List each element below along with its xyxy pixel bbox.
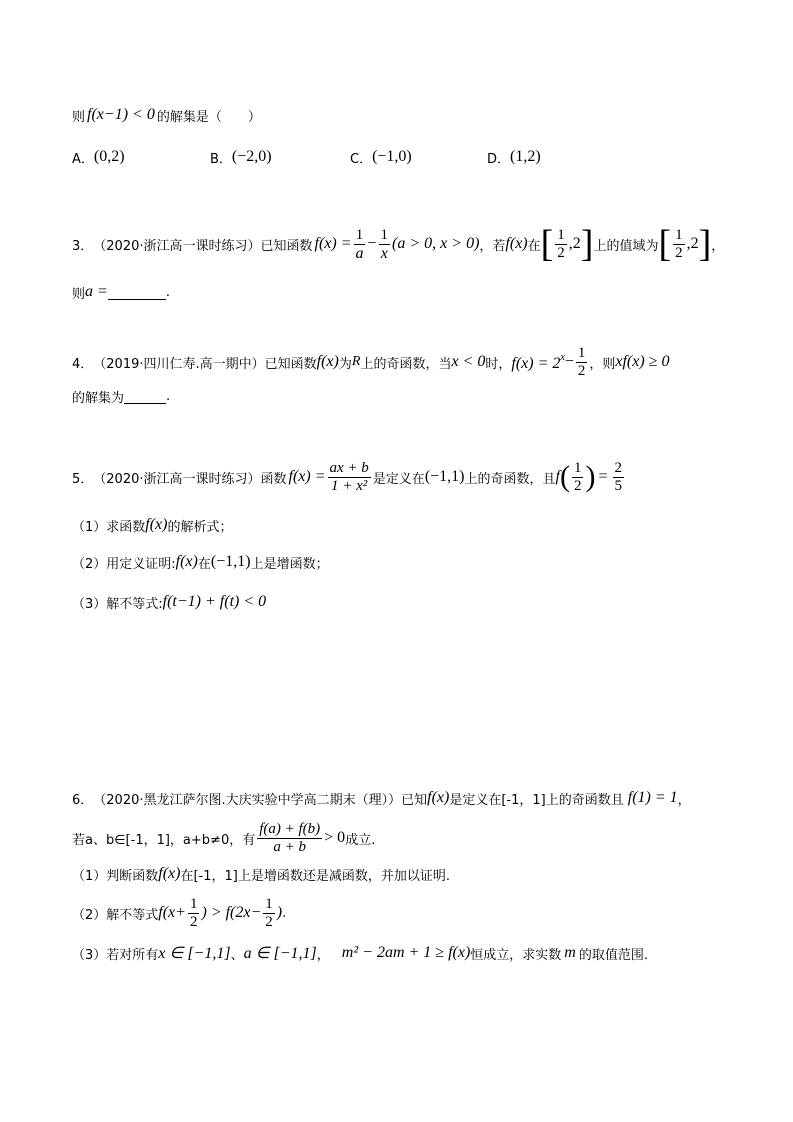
q2-suffix: 的解集是（ ） <box>156 109 261 125</box>
q4-definition: $f(x) = 2^x$ <box>511 351 565 372</box>
q3-answer-blank[interactable] <box>108 285 166 300</box>
q4-answer-line: 的解集为 . <box>72 388 171 406</box>
q3-fx: f(x) = <box>314 235 352 252</box>
q3-source: （2020·浙江高一课时练习） <box>93 238 261 254</box>
q3-range-half: $\frac{1}{2}$ <box>675 226 683 261</box>
q3-interval-half: $\frac{1}{2}$ <box>557 226 565 261</box>
q5-fraction: $\frac{ax + b}{\text{1 + x²}}$ <box>329 459 369 494</box>
q5-source: （2020·浙江高一课时练习） <box>93 471 261 487</box>
q6-condition-line: 若 a、b∈[-1，1]，a+b≠0，有 $\frac{f(a) + f(b)}{a + b}$ > 0 成立. <box>72 820 376 855</box>
q2-options <box>72 142 541 172</box>
q6-number: 6． <box>72 792 94 808</box>
q6-part-3: （3）若对所有 x ∈ [−1,1] 、 a ∈ [−1,1] ， m² − 2am + 1 ≥ f(x) 恒成立，求实数 m 的取值范围. <box>72 944 648 963</box>
q3-number: 3． <box>72 238 94 254</box>
q6-fraction: $\frac{f(a) + f(b)}{a + b}$ <box>259 820 321 855</box>
option-c[interactable]: C． (−1,0) <box>350 148 412 167</box>
option-a[interactable]: A． (0,2) <box>72 148 125 167</box>
q6-part-1: （1）判断函数 f(x) 在[-1，1]上是增函数还是减函数，并加以证明. <box>72 865 450 884</box>
q4-stem: 4． （2019·四川仁寿.高一期中） 已知函数 f(x) 为 R 上的奇函数，当 x < 0 时， $f(x) = 2^x$ − $\frac{1}{2}$ ，则 xf(x) ≥ 0 <box>72 344 670 379</box>
q6-source: （2020·黑龙江萨尔图.大庆实验中学高二期末（理）） <box>93 792 402 808</box>
q3-frac-1-a: $\frac{1}{a}$ <box>355 226 364 262</box>
option-b[interactable]: B． (−2,0) <box>210 148 272 167</box>
q3-stem: 3． （2020·浙江高一课时练习） 已知函数 f(x) = $\frac{1}{a}$ − $\frac{1}{x}$ (a > 0, x > 0) ，若 f(x) 在 [ $\frac{1}{2}$ ,2 ] 上的值域为 [ $\frac{1}{2}$ ,2 ] ， <box>72 223 725 265</box>
q2-stem <box>72 100 261 130</box>
q6-part-2: （2）解不等式 f(x+ $\frac{1}{2}$ ) > f(2x− $\frac{1}{2}$ ) . <box>72 895 287 930</box>
q3-condition: (a > 0, x > 0) <box>392 235 480 252</box>
q3-answer-line: 则 a = . <box>72 283 170 302</box>
q5-number: 5． <box>72 471 94 487</box>
q4-answer-blank[interactable] <box>124 389 166 404</box>
q5-part-3: （3）解不等式: f(t−1) + f(t) < 0 <box>72 593 267 612</box>
q5-stem: 5． （2020·浙江高一课时练习） 函数 f(x) = $\frac{ax + b}{\text{1 + x²}}$ 是定义在 (−1,1) 上的奇函数，且 f ( $\frac{1}{2}$ ) = $\frac{2}{5}$ <box>72 459 622 494</box>
option-d[interactable]: D． (1,2) <box>487 148 541 167</box>
q5-part-1: （1）求函数 f(x) 的解析式； <box>72 516 233 535</box>
q6-stem: 6． （2020·黑龙江萨尔图.大庆实验中学高二期末（理）） 已知 f(x) 是定义在[-1，1]上的奇函数且 f(1) = 1 ， <box>72 789 691 808</box>
q4-source: （2019·四川仁寿.高一期中） <box>93 356 265 372</box>
q2-prefix: 则 <box>72 109 86 125</box>
q5-part-2: （2）用定义证明: f(x) 在 (−1,1) 上是增函数； <box>72 553 329 572</box>
q5-value: $\frac{2}{5}$ <box>614 459 622 494</box>
q3-frac-1-x: $\frac{1}{x}$ <box>380 226 389 262</box>
q2-expr: f(x−1) < 0 <box>87 106 155 123</box>
q4-number: 4． <box>72 356 94 372</box>
